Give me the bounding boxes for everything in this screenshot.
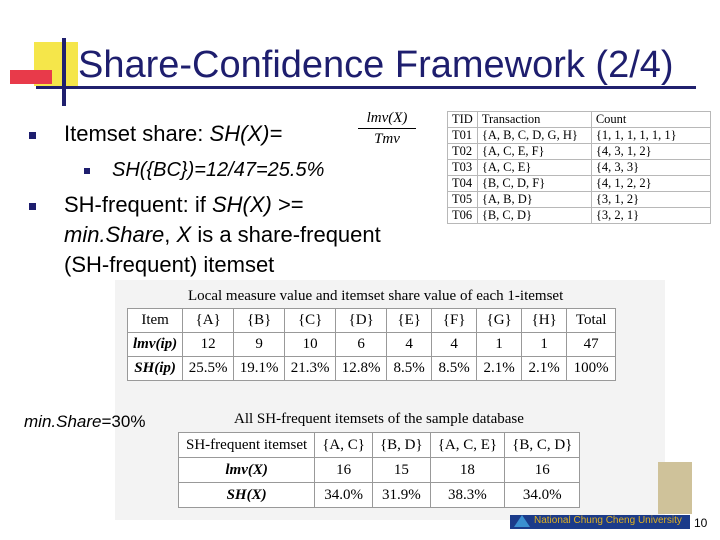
column-header: {F} — [432, 309, 477, 333]
column-header: {B, C, D} — [505, 433, 580, 458]
title-accent-red — [10, 70, 52, 84]
table-cell: {3, 2, 1} — [591, 208, 710, 224]
share-formula: SH(X)= — [209, 121, 283, 146]
table-cell: 1 — [522, 333, 567, 357]
column-header: {A, C} — [315, 433, 373, 458]
table-row — [448, 192, 711, 208]
row-header: SH(X) — [179, 483, 315, 508]
column-header: {B} — [234, 309, 285, 333]
table-cell: 38.3% — [430, 483, 504, 508]
column-header: TID — [448, 112, 478, 128]
table-cell: {A, C, E, F} — [477, 144, 591, 160]
title-accent-vertical-line — [62, 38, 66, 106]
table-cell: 16 — [505, 458, 580, 483]
transaction-table — [447, 111, 711, 224]
table-cell: 8.5% — [432, 357, 477, 381]
bullet-emphasis: min.Share — [64, 222, 165, 247]
row-header: SH(ip) — [128, 357, 183, 381]
table-row — [448, 176, 711, 192]
table-cell: 2.1% — [522, 357, 567, 381]
table-row — [128, 357, 616, 381]
column-header: Item — [128, 309, 183, 333]
table-row — [128, 333, 616, 357]
table-cell: {B, C, D} — [477, 208, 591, 224]
university-emblem-icon — [513, 513, 531, 529]
column-header: SH-frequent itemset — [179, 433, 315, 458]
bullet-text: SH-frequent: if — [64, 192, 212, 217]
bullet-text: Itemset share: — [64, 121, 210, 146]
university-tower-image — [658, 462, 692, 514]
table-cell: T01 — [448, 128, 478, 144]
bullet-sh-frequent-line3 — [64, 251, 274, 278]
table-cell: 2.1% — [477, 357, 522, 381]
table-cell: {1, 1, 1, 1, 1, 1} — [591, 128, 710, 144]
bullet-text: >= — [271, 192, 304, 217]
sub-bullet-marker — [84, 168, 90, 174]
min-share-value: =30% — [101, 412, 146, 431]
page-number: 10 — [694, 516, 708, 530]
table-cell: {4, 3, 1, 2} — [591, 144, 710, 160]
table-cell: T03 — [448, 160, 478, 176]
table-cell: 10 — [285, 333, 336, 357]
table-cell: T05 — [448, 192, 478, 208]
table-cell: 6 — [336, 333, 387, 357]
column-header: {E} — [387, 309, 432, 333]
bullet-sh-frequent-line1 — [64, 191, 304, 218]
table-cell: T04 — [448, 176, 478, 192]
table-cell: {3, 1, 2} — [591, 192, 710, 208]
table-cell: {A, B, C, D, G, H} — [477, 128, 591, 144]
sub-bullet-example — [112, 158, 324, 182]
table-cell: 4 — [432, 333, 477, 357]
bullet-itemset-share — [64, 120, 282, 147]
bullet-sh-frequent-line2 — [64, 221, 381, 248]
bullet-emphasis: SH(X) — [211, 192, 272, 217]
table-cell: 25.5% — [183, 357, 234, 381]
table-row — [179, 458, 580, 483]
bullet-marker — [29, 203, 36, 210]
local-measure-table — [127, 308, 616, 381]
table-header-row — [448, 112, 711, 128]
fraction-denominator: Tmv — [374, 131, 400, 147]
fraction-numerator: lmv(X) — [358, 110, 416, 129]
bullet-marker — [29, 132, 36, 139]
bullet-text: is a share-frequent — [191, 222, 381, 247]
table-row — [448, 160, 711, 176]
column-header: Transaction — [477, 112, 591, 128]
table-cell: T06 — [448, 208, 478, 224]
table-cell: 18 — [430, 458, 504, 483]
min-share-name: min.Share — [24, 412, 102, 431]
table-cell: 34.0% — [315, 483, 373, 508]
table-row — [448, 208, 711, 224]
min-share-label — [24, 412, 145, 432]
university-name: National Chung Cheng University — [534, 515, 682, 526]
table-cell: T02 — [448, 144, 478, 160]
column-header: {B, D} — [372, 433, 430, 458]
table-cell: 4 — [387, 333, 432, 357]
example-formula: SH({BC})=12/47=25.5% — [112, 159, 325, 181]
table-row — [448, 144, 711, 160]
column-header: {G} — [477, 309, 522, 333]
column-header: {D} — [336, 309, 387, 333]
table-row — [448, 128, 711, 144]
table-cell: 31.9% — [372, 483, 430, 508]
table-header-row — [179, 433, 580, 458]
column-header: Count — [591, 112, 710, 128]
table-cell: 34.0% — [505, 483, 580, 508]
share-fraction — [358, 110, 416, 148]
bullet-text: , — [164, 222, 177, 247]
table-cell: 19.1% — [234, 357, 285, 381]
row-header: lmv(X) — [179, 458, 315, 483]
sh-frequent-caption: All SH-frequent itemsets of the sample database — [234, 411, 524, 427]
table-cell: 15 — [372, 458, 430, 483]
column-header: {A, C, E} — [430, 433, 504, 458]
table-cell: 12.8% — [336, 357, 387, 381]
slide-title: Share-Confidence Framework (2/4) — [78, 44, 674, 86]
table-cell: {4, 3, 3} — [591, 160, 710, 176]
column-header: {A} — [183, 309, 234, 333]
row-header: lmv(ip) — [128, 333, 183, 357]
table-cell: {A, B, D} — [477, 192, 591, 208]
bullet-emphasis: X — [176, 222, 192, 247]
sh-frequent-table — [178, 432, 580, 508]
table-header-row — [128, 309, 616, 333]
table-cell: 12 — [183, 333, 234, 357]
column-header: {H} — [522, 309, 567, 333]
table-cell: 16 — [315, 458, 373, 483]
table-row — [179, 483, 580, 508]
column-header: {C} — [285, 309, 336, 333]
table-cell: {4, 1, 2, 2} — [591, 176, 710, 192]
table-cell: 21.3% — [285, 357, 336, 381]
table-cell: {B, C, D, F} — [477, 176, 591, 192]
table-cell: {A, C, E} — [477, 160, 591, 176]
table-cell: 47 — [567, 333, 616, 357]
column-header: Total — [567, 309, 616, 333]
local-measure-caption: Local measure value and itemset share value of each 1-itemset — [188, 288, 564, 304]
table-cell: 1 — [477, 333, 522, 357]
table-cell: 9 — [234, 333, 285, 357]
table-cell: 8.5% — [387, 357, 432, 381]
table-cell: 100% — [567, 357, 616, 381]
bullet-text: (SH-frequent) itemset — [64, 252, 275, 277]
